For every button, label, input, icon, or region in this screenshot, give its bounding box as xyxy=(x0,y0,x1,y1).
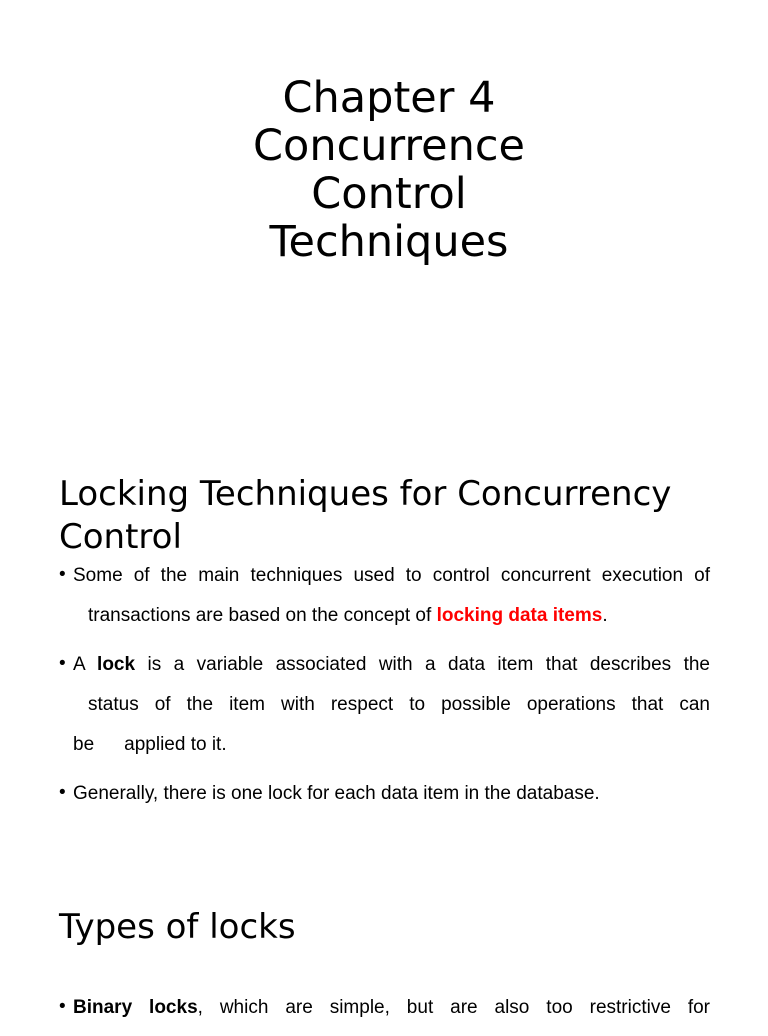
bullet-text: , which are simple, but are also too restrictive for xyxy=(197,997,711,1018)
bullet-line xyxy=(73,653,710,693)
bullet-dot: • xyxy=(59,653,66,674)
bullet-text: Generally, there is one lock for each data item in the database. xyxy=(73,783,600,804)
bullet-text: be xyxy=(73,734,95,755)
bullet-locking-techniques xyxy=(59,564,710,644)
bullet-text: Some of the main techniques used to control concurrent execution of xyxy=(73,565,710,586)
bullet-line xyxy=(73,564,710,604)
bullet-line xyxy=(73,782,710,822)
bullet-text: A xyxy=(73,654,98,675)
title-line-4: Techniques xyxy=(269,217,509,267)
bullet-dot: • xyxy=(59,996,66,1017)
bullet-binary-locks xyxy=(59,996,710,1036)
bullet-text: transactions are based on the concept of xyxy=(88,605,437,626)
chapter-title xyxy=(0,74,768,266)
binary-locks-term: Binary locks xyxy=(73,997,198,1018)
bullet-one-lock-per-item xyxy=(59,782,710,822)
bullet-text: applied to it. xyxy=(124,734,227,755)
bullet-line xyxy=(73,604,710,644)
title-line-3: Control xyxy=(311,169,467,219)
heading-line-2: Control xyxy=(59,517,182,557)
locking-techniques-heading xyxy=(59,473,671,559)
bullet-line xyxy=(73,693,710,733)
bullet-dot: • xyxy=(59,782,66,803)
bullet-text: . xyxy=(602,605,608,626)
bullet-line xyxy=(73,733,710,773)
lock-term: lock xyxy=(97,654,136,675)
bullet-dot: • xyxy=(59,564,66,585)
title-line-2: Concurrence xyxy=(253,121,525,171)
title-line-1: Chapter 4 xyxy=(282,73,496,123)
locking-data-items-highlight: locking data items xyxy=(436,605,603,626)
types-of-locks-heading: Types of locks xyxy=(59,907,296,947)
locking-bullet-list xyxy=(59,564,710,822)
bullet-text: is a variable associated with a data item that describes the xyxy=(135,654,710,675)
bullet-text: status of the item with respect to possible operations that can xyxy=(88,694,710,715)
heading-line-1: Locking Techniques for Concurrency xyxy=(59,474,672,514)
types-bullet-list xyxy=(59,996,710,1036)
bullet-line xyxy=(73,996,710,1036)
bullet-lock-definition xyxy=(59,653,710,773)
